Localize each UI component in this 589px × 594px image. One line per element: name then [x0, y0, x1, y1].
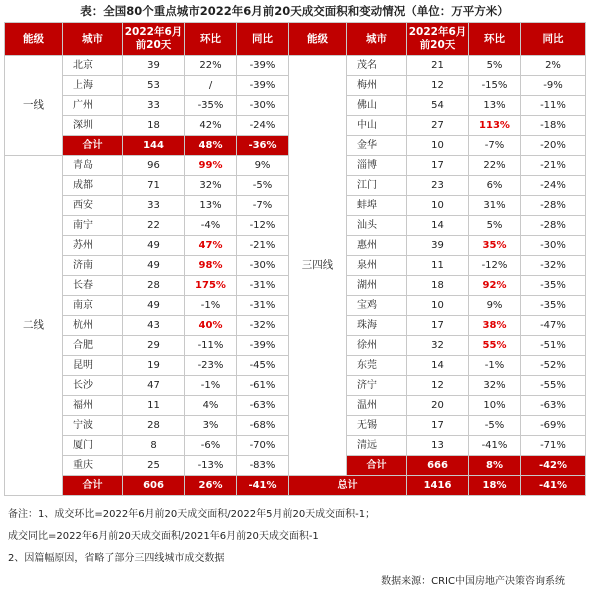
- yoy-cell: -12%: [237, 216, 289, 236]
- mom-cell: 13%: [185, 196, 237, 216]
- note-line: 成交同比=2022年6月前20天成交面积/2021年6月前20天成交面积-1: [8, 531, 319, 542]
- header-mom: 环比: [185, 23, 237, 56]
- mom-cell: 5%: [469, 56, 521, 76]
- area-cell: 32: [407, 336, 469, 356]
- yoy-cell: -21%: [521, 156, 586, 176]
- yoy-cell: -71%: [521, 436, 586, 456]
- yoy-cell: -5%: [237, 176, 289, 196]
- yoy-cell: -9%: [521, 76, 586, 96]
- city-cell: 徐州: [347, 336, 407, 356]
- yoy-cell: -32%: [521, 256, 586, 276]
- area-cell: 33: [123, 96, 185, 116]
- area-cell: 22: [123, 216, 185, 236]
- yoy-cell: -63%: [521, 396, 586, 416]
- yoy-cell: -32%: [237, 316, 289, 336]
- mom-cell: 175%: [185, 276, 237, 296]
- area-cell: 71: [123, 176, 185, 196]
- yoy-cell: -45%: [237, 356, 289, 376]
- mom-cell: -4%: [185, 216, 237, 236]
- mom-cell: 38%: [469, 316, 521, 336]
- table-title: 表：全国80个重点城市2022年6月前20天成交面积和变动情况（单位：万平方米）: [80, 4, 509, 18]
- header-yoy: 同比: [237, 23, 289, 56]
- tier-label-34: 三四线: [289, 56, 347, 476]
- yoy-cell: 9%: [237, 156, 289, 176]
- yoy-cell: -24%: [521, 176, 586, 196]
- yoy-cell: -52%: [521, 356, 586, 376]
- yoy-cell: -30%: [237, 96, 289, 116]
- mom-cell: 99%: [185, 156, 237, 176]
- mom-cell: 48%: [185, 136, 237, 156]
- mom-cell: -15%: [469, 76, 521, 96]
- city-cell: 湖州: [347, 276, 407, 296]
- grand-total-mom: 18%: [469, 476, 521, 496]
- city-cell: 佛山: [347, 96, 407, 116]
- header-mom: 环比: [469, 23, 521, 56]
- data-source: 数据来源：CRIC中国房地产决策咨询系统: [381, 576, 565, 587]
- area-cell: 8: [123, 436, 185, 456]
- city-cell: 深圳: [63, 116, 123, 136]
- area-cell: 23: [407, 176, 469, 196]
- area-cell: 10: [407, 136, 469, 156]
- area-cell: 12: [407, 76, 469, 96]
- area-cell: 144: [123, 136, 185, 156]
- header-city: 城市: [347, 23, 407, 56]
- area-cell: 39: [123, 56, 185, 76]
- table-row: [5, 56, 586, 76]
- area-cell: 18: [123, 116, 185, 136]
- area-cell: 14: [407, 216, 469, 236]
- yoy-cell: -39%: [237, 76, 289, 96]
- mom-cell: 26%: [185, 476, 237, 496]
- mom-cell: 22%: [185, 56, 237, 76]
- yoy-cell: -39%: [237, 56, 289, 76]
- area-cell: 12: [407, 376, 469, 396]
- header-row: [5, 23, 586, 56]
- mom-cell: 40%: [185, 316, 237, 336]
- yoy-cell: -68%: [237, 416, 289, 436]
- mom-cell: -1%: [185, 296, 237, 316]
- yoy-cell: -51%: [521, 336, 586, 356]
- yoy-cell: -24%: [237, 116, 289, 136]
- mom-cell: 6%: [469, 176, 521, 196]
- note-line: 2、因篇幅原因，省略了部分三四线城市成交数据: [8, 553, 225, 564]
- city-cell: 重庆: [63, 456, 123, 476]
- yoy-cell: -35%: [521, 296, 586, 316]
- city-cell: 东莞: [347, 356, 407, 376]
- city-cell: 惠州: [347, 236, 407, 256]
- mom-cell: 10%: [469, 396, 521, 416]
- city-cell: 宁波: [63, 416, 123, 436]
- yoy-cell: -61%: [237, 376, 289, 396]
- yoy-cell: -7%: [237, 196, 289, 216]
- header-tier: 能级: [289, 23, 347, 56]
- mom-cell: 32%: [469, 376, 521, 396]
- header-area: 2022年6月 前20天: [123, 23, 185, 56]
- city-cell: 福州: [63, 396, 123, 416]
- area-cell: 21: [407, 56, 469, 76]
- area-cell: 19: [123, 356, 185, 376]
- area-cell: 49: [123, 256, 185, 276]
- area-cell: 47: [123, 376, 185, 396]
- transaction-table: [4, 22, 586, 496]
- area-cell: 28: [123, 276, 185, 296]
- mom-cell: 55%: [469, 336, 521, 356]
- mom-cell: -7%: [469, 136, 521, 156]
- mom-cell: 47%: [185, 236, 237, 256]
- mom-cell: -1%: [185, 376, 237, 396]
- area-cell: 666: [407, 456, 469, 476]
- yoy-cell: -21%: [237, 236, 289, 256]
- yoy-cell: -70%: [237, 436, 289, 456]
- city-cell: 温州: [347, 396, 407, 416]
- city-cell: 梅州: [347, 76, 407, 96]
- yoy-cell: -11%: [521, 96, 586, 116]
- yoy-cell: -55%: [521, 376, 586, 396]
- mom-cell: -1%: [469, 356, 521, 376]
- city-cell: 金华: [347, 136, 407, 156]
- city-cell: 合肥: [63, 336, 123, 356]
- city-cell: 江门: [347, 176, 407, 196]
- tier-label-1: 一线: [5, 56, 63, 156]
- area-cell: 54: [407, 96, 469, 116]
- note-line: 备注：1、成交环比=2022年6月前20天成交面积/2022年5月前20天成交面积-1；: [8, 509, 376, 520]
- area-cell: 39: [407, 236, 469, 256]
- city-cell: 清远: [347, 436, 407, 456]
- mom-cell: -11%: [185, 336, 237, 356]
- area-cell: 49: [123, 236, 185, 256]
- city-cell: 成都: [63, 176, 123, 196]
- city-cell: 长春: [63, 276, 123, 296]
- mom-cell: -41%: [469, 436, 521, 456]
- yoy-cell: -41%: [237, 476, 289, 496]
- city-cell: 泉州: [347, 256, 407, 276]
- yoy-cell: 2%: [521, 56, 586, 76]
- area-cell: 28: [123, 416, 185, 436]
- mom-cell: 92%: [469, 276, 521, 296]
- area-cell: 53: [123, 76, 185, 96]
- mom-cell: 31%: [469, 196, 521, 216]
- total-label: 合计: [63, 476, 123, 496]
- area-cell: 33: [123, 196, 185, 216]
- city-cell: 西安: [63, 196, 123, 216]
- city-cell: 茂名: [347, 56, 407, 76]
- area-cell: 10: [407, 196, 469, 216]
- city-cell: 宝鸡: [347, 296, 407, 316]
- mom-cell: 35%: [469, 236, 521, 256]
- yoy-cell: -35%: [521, 276, 586, 296]
- total-label: 合计: [347, 456, 407, 476]
- tier-label-2: 二线: [5, 156, 63, 496]
- area-cell: 96: [123, 156, 185, 176]
- header-city: 城市: [63, 23, 123, 56]
- mom-cell: 9%: [469, 296, 521, 316]
- city-cell: 南宁: [63, 216, 123, 236]
- header-area: 2022年6月 前20天: [407, 23, 469, 56]
- yoy-cell: -42%: [521, 456, 586, 476]
- mom-cell: /: [185, 76, 237, 96]
- city-cell: 广州: [63, 96, 123, 116]
- city-cell: 中山: [347, 116, 407, 136]
- area-cell: 606: [123, 476, 185, 496]
- area-cell: 11: [123, 396, 185, 416]
- area-cell: 18: [407, 276, 469, 296]
- yoy-cell: -31%: [237, 296, 289, 316]
- area-cell: 27: [407, 116, 469, 136]
- mom-cell: 13%: [469, 96, 521, 116]
- header-yoy: 同比: [521, 23, 586, 56]
- mom-cell: 22%: [469, 156, 521, 176]
- mom-cell: 32%: [185, 176, 237, 196]
- grand-total-yoy: -41%: [521, 476, 586, 496]
- area-cell: 20: [407, 396, 469, 416]
- header-tier: 能级: [5, 23, 63, 56]
- yoy-cell: -30%: [237, 256, 289, 276]
- city-cell: 济宁: [347, 376, 407, 396]
- yoy-cell: -39%: [237, 336, 289, 356]
- city-cell: 昆明: [63, 356, 123, 376]
- yoy-cell: -83%: [237, 456, 289, 476]
- area-cell: 29: [123, 336, 185, 356]
- city-cell: 济南: [63, 256, 123, 276]
- table-row: [5, 476, 586, 496]
- notes: [8, 504, 589, 570]
- mom-cell: -23%: [185, 356, 237, 376]
- area-cell: 17: [407, 316, 469, 336]
- yoy-cell: -63%: [237, 396, 289, 416]
- city-cell: 厦门: [63, 436, 123, 456]
- yoy-cell: -47%: [521, 316, 586, 336]
- mom-cell: -12%: [469, 256, 521, 276]
- mom-cell: -5%: [469, 416, 521, 436]
- area-cell: 49: [123, 296, 185, 316]
- area-cell: 43: [123, 316, 185, 336]
- mom-cell: 4%: [185, 396, 237, 416]
- total-label: 合计: [63, 136, 123, 156]
- yoy-cell: -69%: [521, 416, 586, 436]
- area-cell: 13: [407, 436, 469, 456]
- city-cell: 杭州: [63, 316, 123, 336]
- yoy-cell: -30%: [521, 236, 586, 256]
- mom-cell: 98%: [185, 256, 237, 276]
- city-cell: 淄博: [347, 156, 407, 176]
- grand-total-area: 1416: [407, 476, 469, 496]
- city-cell: 长沙: [63, 376, 123, 396]
- city-cell: 苏州: [63, 236, 123, 256]
- area-cell: 10: [407, 296, 469, 316]
- city-cell: 汕头: [347, 216, 407, 236]
- mom-cell: -35%: [185, 96, 237, 116]
- yoy-cell: -28%: [521, 196, 586, 216]
- yoy-cell: -36%: [237, 136, 289, 156]
- yoy-cell: -28%: [521, 216, 586, 236]
- mom-cell: -13%: [185, 456, 237, 476]
- mom-cell: 42%: [185, 116, 237, 136]
- mom-cell: 8%: [469, 456, 521, 476]
- city-cell: 南京: [63, 296, 123, 316]
- yoy-cell: -18%: [521, 116, 586, 136]
- mom-cell: 113%: [469, 116, 521, 136]
- city-cell: 无锡: [347, 416, 407, 436]
- area-cell: 11: [407, 256, 469, 276]
- city-cell: 蚌埠: [347, 196, 407, 216]
- city-cell: 上海: [63, 76, 123, 96]
- area-cell: 25: [123, 456, 185, 476]
- mom-cell: -6%: [185, 436, 237, 456]
- city-cell: 北京: [63, 56, 123, 76]
- yoy-cell: -31%: [237, 276, 289, 296]
- yoy-cell: -20%: [521, 136, 586, 156]
- area-cell: 17: [407, 416, 469, 436]
- mom-cell: 5%: [469, 216, 521, 236]
- mom-cell: 3%: [185, 416, 237, 436]
- grand-total-label: 总计: [289, 476, 407, 496]
- city-cell: 青岛: [63, 156, 123, 176]
- area-cell: 14: [407, 356, 469, 376]
- city-cell: 珠海: [347, 316, 407, 336]
- area-cell: 17: [407, 156, 469, 176]
